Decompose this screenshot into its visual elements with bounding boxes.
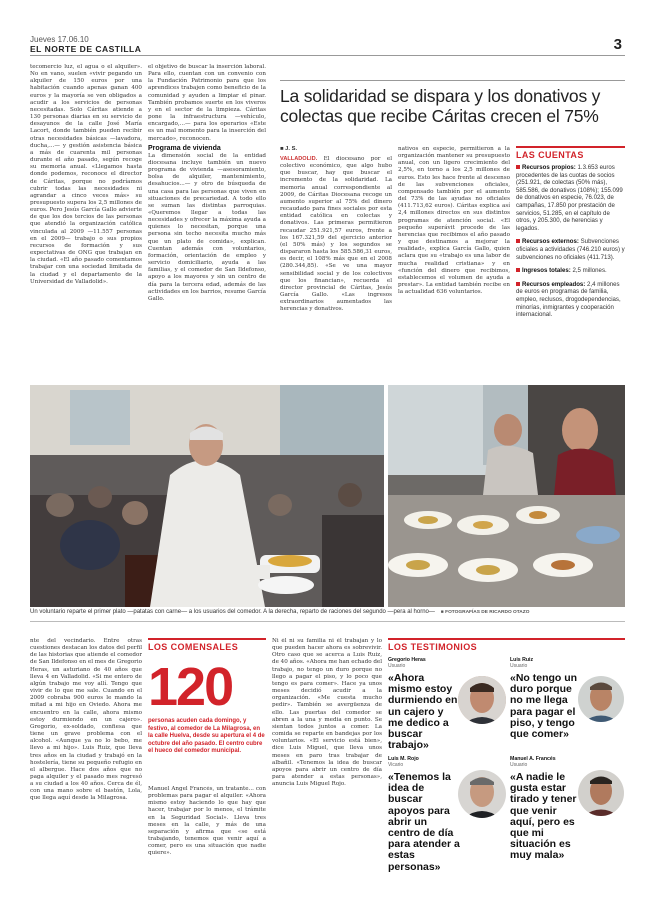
column-3-text: El diocesano por el colectivo económico, que algo hubo que buscar, hay que buscar el incremento de la solidaridad. La memoria anual correspondiente al 2009, de Cáritas Diocesana recoge un aumento superior al 75% del dinero recaudado para fines sociales por esta entidad católica en colectas y donativos. Las primeras permitieron recaudar 251.921,57 euros, frente a los 167.321,59 del ejercicio anterior (el 50% más) y los segundos se dispararon hasta los 585.586,31 euros, es decir, el 108% más que en el 2008 (280.344,85). «Se ve una mayor sensibilidad social y de los colectivos que los financian», recuerda el director provincial de Cáritas, Jesús García Gallo. «Las ingresos extraordinarios aumentados las herencias y donativos. [280,156,392,313]
testimonio-role: Usuario [510,762,528,768]
issue-date: Jueves 17.06.10 [30,35,89,44]
caption-text: Un voluntario reparte el primer plato —patatas con carne— a los usuarios del comedor. A la derecha, reparto de raciones del segundo —pera al horno— [30,609,435,615]
cuentas-box [516,146,625,380]
testimonio-quote [510,772,582,862]
headline: La solidaridad se dispara y los donativos y colectas que recibe Cáritas crecen el 75% [280,86,601,126]
testimonio-role: Usuario [510,663,528,669]
byline [280,146,297,152]
manuel-photo [578,770,624,816]
quote-part-b: en un cajero y me dedico a buscar trabajo» [388,694,458,752]
bullet-icon [516,268,520,272]
testimonio-quote [388,772,460,873]
testimonio-luis-ruiz [510,657,580,740]
photo-dessert-serving [388,385,625,607]
byline-mark: ■ [280,146,284,152]
cuentas-label: Ingresos totales: [522,267,571,275]
column-2 [148,64,266,380]
comensales-box [148,638,266,652]
column-1-text: tecomercio luz, el agua o el alquiler». No en vano, suelen «vivir pegando un alquiler de 150 euros por una habitación cuando apenas ganan 400 euros y la mayoría se ven obligados a acudir a los servicios de personas necesitadas. Solo Cáritas atiende a 130 personas diarias en su servicio de desayunos de la calle José María Lacort, donde también pueden recibir otras necesidades básicas —lavadora, ducha,...— y gestión asistencia básica a más de cuarenta mil personas durante el año pasado, según recoge su memoria anual. «Llegamos hasta donde podemos, reconoce el director de Cáritas, porque no podríamos cubrir todas las necesidades ni agrandar a cinco veces más» su presupuesto supera los 2,5 millones de euros. Pero Jesús García Gallo advierte de que los dos tercios de las personas que atendió la organización católica vinculada al 2009 —11.557 personas en el 2009— trabajo o sus propios recursos de formación y sus expectativas de ONG que trabajan en la ciudad. «El año pasado comentamos trabajar con una sociedad limitada de la ciudad y el departamento de la Universidad de Valladolid». [30,64,142,285]
quote-part-b: aquí, pero es que mi situación es muy mala» [510,815,575,862]
column-2-text: el objetivo de buscar la inserción laboral. Para ello, cuentan con un convenio con la Fundación Patrimonio para que los aprendices trabajen como beneficio de la comunidad y ayuden a limpiar el pinar. También probamos suerte en los viveros y en el sector de la limpieza. Cáritas pone la infraestructura —vehículo, encargado,...— para los operarios «Este es un mal momento para la inserción del mercado», reconocen. [148,64,266,142]
bullet-icon [516,239,520,243]
column-5-text: nte del vecindario. Entre otras cuestiones destacan los datos del perfil de las historias que atiende el comedor de San Ildefonso en el mes de Gregorio Heras, un asturiano de 40 años que lleva 4 en Valladolid. «Si me entero de algún trabajo me voy allí. Tengo que vivir de lo que me sale. Cuando en el 2009 cobraba 900 euros le mando la mitad a mi hijo en Oviedo. Ahora me encuentro en la calle, ahora mismo estoy durmiendo en un cajero». Gregorio, ex-soldado, confiesa que tiene un grave problema con el alcohol. «Aunque ya no lo bebo, me llevo a mi hijo». Luis Ruiz, que lleva tres años en la ciudad y trabajó en la hostelería, tiene su pequeño refugio en el albergue. Hace dos años que no paga alquiler y el pasado mes regresó a su ciudad a los 40 años. Cerca de él, con una mano sobre el bastón, Lola, que llega aquí desde la Milagrosa. [30,638,142,802]
quote-part-a: «A nadie le gusta estar tirado y tener que venir [510,771,577,817]
headline-rule [280,80,625,81]
cuentas-text: 2,5 millones. [572,267,607,275]
column-3 [280,156,392,380]
cuentas-text: 1.3.653 euros procedentes de las cuotas de socios (251.921, de colectas (50% más), 585.586, de donativos (108%); 155.099 de donativos en especie, 76.023, de campañas, 17.850 por prestación de servicios, 51.285, en el capítulo de otros, y 205.300, de herencias y legados. [516,164,623,232]
testimonio-quote [388,673,458,751]
column-7 [272,638,382,883]
cuentas-item [516,238,625,261]
testimonio-quote [510,673,580,740]
column-6 [148,786,266,883]
testimonios-title: LOS TESTIMONIOS [388,638,625,652]
cuentas-title: LAS CUENTAS [516,146,625,160]
cuentas-text: 2,4 millones de euros en programas de familia, empleo, reclusos, drogodependencias, minorías, inmigrantes y cooperación internacional. [516,280,621,319]
byline-author: J. S. [285,146,298,152]
testimonio-role: Vicario [388,762,404,768]
quote-part-b: abrir un centro de día para atender a estas personas» [388,815,460,873]
dateline: VALLADOLID. [280,156,318,162]
column-5 [30,638,142,883]
comensales-number: 120 [148,657,233,717]
testimonio-name: Manuel A. Francés [510,756,556,762]
testimonio-manuel [510,756,582,862]
cuentas-item [516,281,625,319]
header-rule [30,55,625,56]
bullet-icon [516,282,520,286]
subheading-vivienda: Programa de vivienda [148,144,221,152]
testimonio-name: Luis Ruiz [510,657,534,663]
testimonios-box [388,638,625,652]
luis-rojo-photo [458,770,506,818]
testimonio-role: Usuario [388,663,406,669]
photo-volunteer-serving [30,385,384,607]
testimonio-name: Luis M. Rojo [388,756,419,762]
cuentas-label: Recursos empleados: [522,280,586,288]
gregorio-photo [458,676,506,724]
cuentas-label: Recursos propios: [522,164,576,171]
column-2b-text: La dimensión social de la entidad diocesana incluye también un nuevo programa de vivienda —asesoramiento, bolsa de alquiler, mantenimiento, desahucios...— y otro de búsqueda de una casa para las personas que viven en situaciones de precariedad. A todo ello se suman las distintas parroquias. «Queremos llegar a todas las necesidades y ofrecer la máxima ayuda a quienes lo necesitan, porque una persona sin techo necesita mucho más que un plato de comida», explican. Cuentan además con voluntarios, formación, orientación de empleo y servicio domiciliario, ayuda a las familias, y el comedor de San Ildefonso, apoyo a los mayores y sin un centro de día para la tercera edad, además de las actividades en los barrios, resume García Gallo. [148,152,266,302]
publication-name: EL NORTE DE CASTILLA [30,44,142,54]
bullet-icon [516,165,520,169]
quote-part-a: «No tengo un duro porque no me llega para [510,672,578,718]
luis-ruiz-photo [578,676,624,722]
testimonio-name: Gregorio Heras [388,657,426,663]
photo-credit: ■ FOTOGRAFÍAS DE RICARDO OTAZO [440,610,530,615]
testimonio-luis-rojo [388,756,460,873]
comensales-title: LOS COMENSALES [148,638,266,652]
cuentas-text: Subvenciones oficiales a actividades (746.210 euros) y subvenciones no oficiales (411.713). [516,238,625,261]
quote-part-a: «Tenemos la idea de buscar apoyos para [388,771,451,817]
quote-part-a: «Ahora mismo estoy durmiendo [388,672,453,707]
testimonio-gregorio [388,657,458,751]
column-4-text: nativos en especie, permitieron a la organización mantener su presupuesto anual, con un ligero crecimiento del 2,5%, en torno a los 2,5 millones de euros. Esto les hace frente al descenso de las subvenciones oficiales, compensado también por el aumento del 73% de las ayudas no oficiales (411.713,62 euros). Cáritas explica así 2,4 millones directos en sus distintos programas de atención social. «El pequeño superávit procede de las herencias que recibimos el año pasado y que destinamos a mejorar la realidad», explica García Gallo, quien aclara que su «trabajo es una labor de mucha realidad cristiana» y en «función del dinero que recibimos, establecemos el volumen de ayuda a prestar». La entidad también recibe en la actualidad 636 voluntarios. [398,146,510,296]
comensales-text: personas acuden cada domingo, y festivo, al comedor de La Milagrosa, en la calle Huelva, desde su apertura el 4 de octubre del año pasado. El centro cubre el hueco del comedor municipal. [148,718,265,755]
quote-part-b: pagar el piso, y tengo que comer» [510,705,576,741]
column-4 [398,146,510,380]
column-7-text: Ni él ni su familia ni él trabajan y lo que pueden hacer ahora es sobrevivir. Otro caso que se acerca a Luis Ruiz, de 40 años. «Ahora me han echado del trabajo, no tengo un duro porque no llego a pagar el piso, y lo poco que tengo es para comer». Hace ya unos meses decidió acudir a la organización. «Me cuesta mucho pedir». También se avergüenza de ello. Las puertas del comedor se abren a la una y media en punto. Se sientan todos juntos a comer. La comida se reparte en bandejas por los voluntarios. «El servicio está bien», dice Luis Miguel, que lleva unos meses en paro tras trabajar de albañil. «Tenemos la idea de buscar apoyos para abrir un centro de día para atender a estas personas», anuncia Luis Miguel Rojo. [272,638,382,788]
cuentas-label: Recursos externos: [522,238,579,246]
cuentas-item [516,164,625,232]
photo-caption [30,609,625,615]
column-1 [30,64,142,380]
column-6-text: Manuel Ángel Francés, un tratante... con problemas para pagar el alquiler. «Ahora mismo estoy haciendo lo que hay que hacer, trabajar por lo menos, el trámite en la Seguridad Social». Lleva tres meses en la calle, y más de una separación y afirma que «se está trabajando, tenemos que venir aquí a comer, pero es una situación que nadie quiere». [148,786,266,857]
page-number: 3 [613,36,622,53]
caption-rule [30,621,625,622]
cuentas-item [516,267,625,275]
